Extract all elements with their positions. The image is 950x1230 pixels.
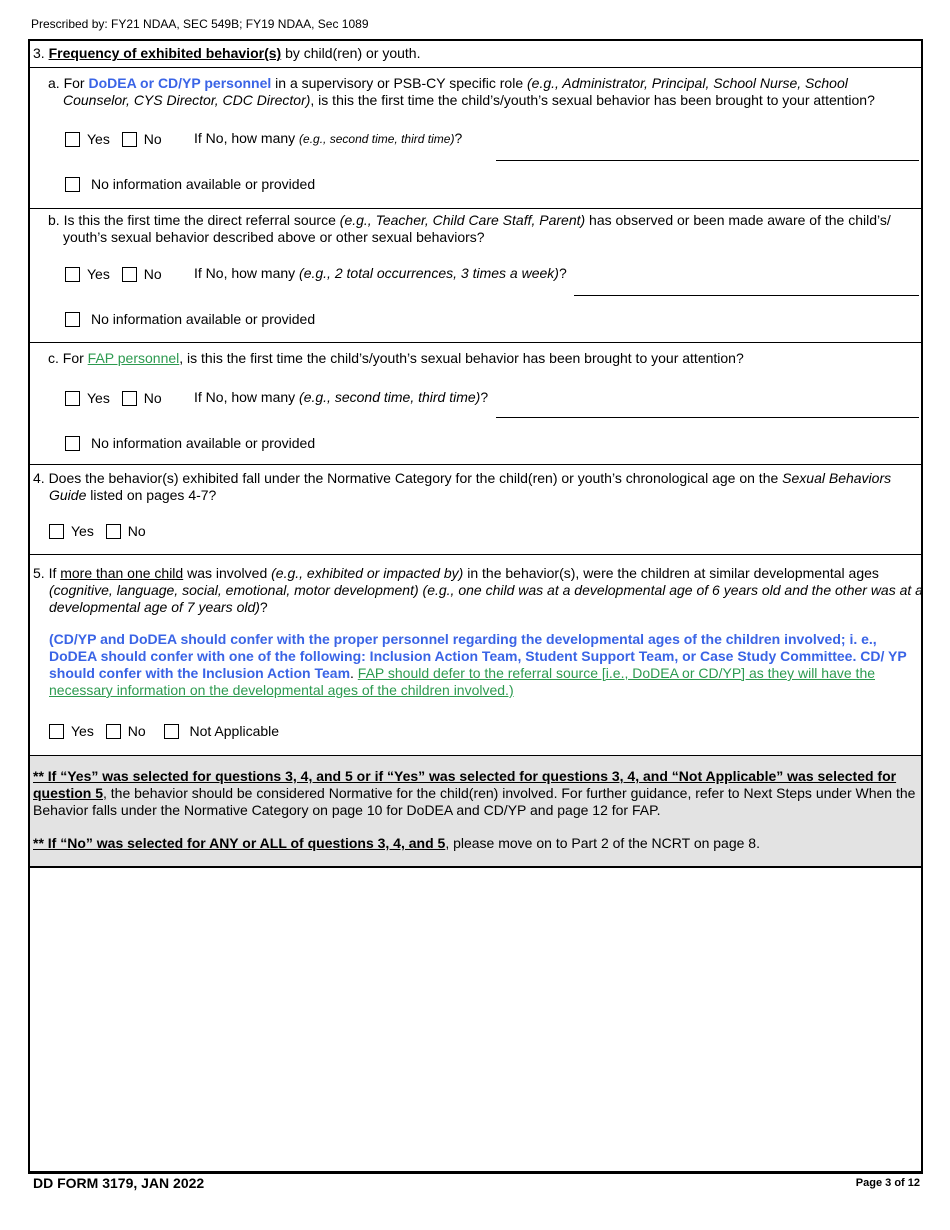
- q3c-no-checkbox[interactable]: [122, 391, 137, 406]
- q5-green-note: FAP should defer to the referral source [i.e., DoDEA or CD/YP] as they will have the necessary information on the developmental ages of the children involved.): [49, 665, 876, 698]
- q3b-no-label: No: [143, 266, 162, 282]
- q4-yes-checkbox[interactable]: [49, 524, 64, 539]
- q3b-no-checkbox[interactable]: [122, 267, 137, 282]
- q3b-section: [30, 209, 921, 343]
- q5-confer-note: (CD/YP and DoDEA should confer with the proper personnel regarding the developmental ages of the children involved; i. e., DoDEA should confer with one of the following: Inclusion Action Team, Student Support Team, or Case Study Committee. CD/ YP should confer with the Inclusion Action Team. FAP should defer to the referral source [i.e., DoDEA or CD/YP] as they will have the necessary information on the developmental ages of the children involved.): [49, 631, 907, 698]
- q3-title-suffix: by child(ren) or youth.: [281, 45, 421, 61]
- q3b-yes-checkbox[interactable]: [65, 267, 80, 282]
- q3c-no-label: No: [143, 390, 162, 406]
- q3b-examples: (e.g., Teacher, Child Care Staff, Parent): [339, 212, 586, 228]
- q5-blue-note: (CD/YP and DoDEA should confer with the proper personnel regarding the developmental ages of the children involved; i. e., DoDEA should confer with one of the following: Inclusion Action Team, Student Support Team, or Case Study Committee. CD/ YP should confer with the Inclusion Action Team: [49, 631, 907, 681]
- guidance-yes: ** If “Yes” was selected for questions 3, 4, and 5 or if “Yes” was selected for questions 3, 4, and “Not Applicable” was selected for question 5, the behavior should be considered Normative for the child(ren) involved. For further guidance, refer to Next Steps under When the Behavior falls under the Normative Category on page 10 for DoDEA and CD/YP and page 12 for FAP.: [33, 768, 916, 818]
- q3a-yes-label: Yes: [87, 131, 110, 147]
- q3a-no-info-label: No information available or provided: [91, 176, 316, 192]
- q3b-no-info-label: No information available or provided: [91, 311, 316, 327]
- q3b-question: b. Is this the first time the direct referral source (e.g., Teacher, Child Care Staff, Parent) has observed or been made aware of the child’s/ youth’s sexual behavior described above or other sexual behaviors?: [48, 212, 891, 245]
- q3c-yes-label: Yes: [87, 390, 110, 406]
- q3b-how-many: If No, how many (e.g., 2 total occurrences, 3 times a week)?: [194, 265, 567, 281]
- q5-question: 5. If more than one child was involved (e.g., exhibited or impacted by) in the behavior(s), were the children at similar developmental ages (cognitive, language, social, emotional, motor development) (e.g., one child was at a developmental age of 6 years old and the other was at a developmental age of 7 years old)?: [33, 565, 923, 615]
- q3c-no-info-label: No information available or provided: [91, 435, 316, 451]
- q4-no-label: No: [127, 523, 146, 539]
- q3c-answer-field[interactable]: [496, 417, 919, 418]
- q3b-no-info-checkbox[interactable]: [65, 312, 80, 327]
- guidance-no: ** If “No” was selected for ANY or ALL of questions 3, 4, and 5, please move on to Part 2 of the NCRT on page 8.: [33, 835, 760, 851]
- q4-section: [30, 465, 921, 555]
- q3c-how-many: If No, how many (e.g., second time, third time)?: [194, 389, 489, 405]
- prescribed-by: Prescribed by: FY21 NDAA, SEC 549B; FY19 NDAA, Sec 1089: [31, 17, 369, 31]
- q5-na-checkbox[interactable]: [164, 724, 179, 739]
- q3a-yes-checkbox[interactable]: [65, 132, 80, 147]
- q5-more-than-one: more than one child: [60, 565, 184, 581]
- q3a-examples: (e.g., Administrator, Principal, School Nurse, School Counselor, CYS Director, CDC Director): [63, 75, 848, 108]
- q3b-answer-field[interactable]: [574, 295, 919, 296]
- q5-yes-label: Yes: [71, 723, 94, 739]
- q3a-no-info-checkbox[interactable]: [65, 177, 80, 192]
- q3-header: [30, 41, 921, 68]
- q3b-yes-label: Yes: [87, 266, 110, 282]
- guidance-box: [30, 756, 921, 868]
- q3c-yes-checkbox[interactable]: [65, 391, 80, 406]
- q5-yes-checkbox[interactable]: [49, 724, 64, 739]
- q5-na-label: Not Applicable: [189, 723, 280, 739]
- q3a-how-many: If No, how many (e.g., second time, third time)?: [194, 130, 463, 146]
- q3c-section: [30, 343, 921, 465]
- q3a-no-checkbox[interactable]: [122, 132, 137, 147]
- q4-yes-label: Yes: [71, 523, 94, 539]
- q5-no-label: No: [127, 723, 146, 739]
- q4-guide: Sexual Behaviors Guide: [49, 470, 892, 503]
- q3a-role: DoDEA or CD/YP personnel: [88, 75, 272, 91]
- q3c-role-link[interactable]: FAP personnel: [87, 350, 180, 366]
- q3-title: Frequency of exhibited behavior(s): [48, 45, 282, 61]
- q3a-no-label: No: [143, 131, 162, 147]
- q3c-question: c. For FAP personnel, is this the first time the child’s/youth’s sexual behavior has been brought to your attention?: [48, 350, 744, 366]
- form-body: [28, 39, 923, 1174]
- q4-no-checkbox[interactable]: [106, 524, 121, 539]
- form-number: DD FORM 3179, JAN 2022: [33, 1175, 205, 1191]
- q3c-no-info-checkbox[interactable]: [65, 436, 80, 451]
- q5-section: [30, 555, 921, 756]
- q5-no-checkbox[interactable]: [106, 724, 121, 739]
- q4-question: 4. Does the behavior(s) exhibited fall under the Normative Category for the child(ren) or youth’s chronological age on the Sexual Behaviors Guide listed on pages 4-7?: [33, 470, 892, 503]
- q3a-section: [30, 68, 921, 209]
- q3a-question: a. For DoDEA or CD/YP personnel in a supervisory or PSB-CY specific role (e.g., Administrator, Principal, School Nurse, School Counselor, CYS Director, CDC Director), is this the first time the child’s/youth’s sexual behavior has been brought to your attention?: [48, 75, 875, 108]
- q3-number: 3.: [33, 45, 45, 61]
- page-number: Page 3 of 12: [855, 1177, 920, 1189]
- q3a-answer-field[interactable]: [496, 160, 919, 161]
